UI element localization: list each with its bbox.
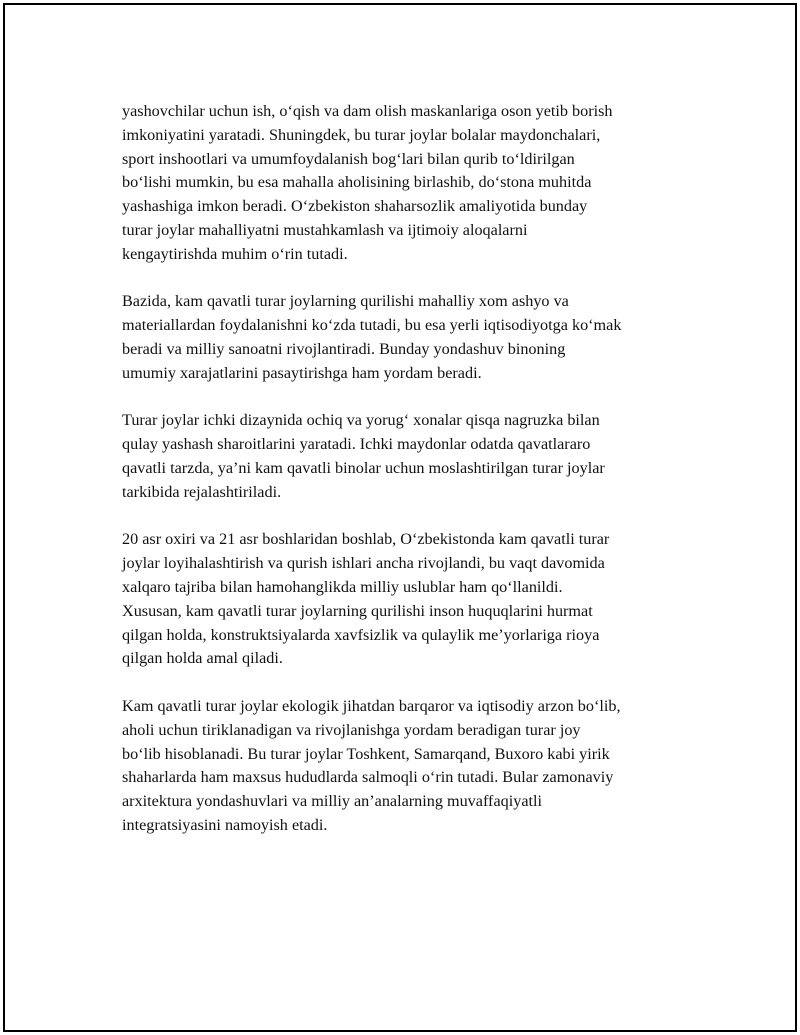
text-line: tarkibida rejalashtiriladi. (122, 482, 282, 501)
text-line: 20 asr oxiri va 21 asr boshlaridan boshlab, O‘zbekistonda kam qavatli turar (122, 530, 610, 549)
text-line: turar joylar mahalliyatni mustahkamlash va ijtimoiy aloqalarni (122, 220, 528, 239)
paragraph-1 (122, 100, 722, 267)
text-line: Bazida, kam qavatli turar joylarning qurilishi mahalliy xom ashyo va (122, 292, 569, 311)
text-line: bo‘lib hisoblanadi. Bu turar joylar Toshkent, Samarqand, Buxoro kabi yirik (122, 744, 610, 763)
text-line: yashashiga imkon beradi. O‘zbekiston shaharsozlik amaliyotida bunday (122, 197, 588, 216)
paragraph-4 (122, 528, 722, 671)
text-line: sport inshootlari va umumfoydalanish bog‘lari bilan qurib to‘ldirilgan (122, 149, 575, 168)
text-line: Xususan, kam qavatli turar joylarning qurilishi inson huquqlarini hurmat (122, 601, 593, 620)
text-line: beradi va milliy sanoatni rivojlantiradi. Bunday yondashuv binoning (122, 339, 566, 358)
text-line: yashovchilar uchun ish, o‘qish va dam olish maskanlariga oson yetib borish (122, 102, 613, 120)
page-frame (3, 3, 797, 1032)
text-line: xalqaro tajriba bilan hamohanglikda milliy uslublar ham qo‘llanildi. (122, 577, 563, 596)
text-line: qilgan holda, konstruktsiyalarda xavfsizlik va qulaylik me’yorlariga rioya (122, 625, 600, 644)
text-line: qavatli tarzda, ya’ni kam qavatli binolar uchun moslashtirilgan turar joylar (122, 458, 605, 477)
text-line: qilgan holda amal qiladi. (122, 649, 283, 668)
text-line: qulay yashash sharoitlarini yaratadi. Ichki maydonlar odatda qavatlararo (122, 435, 591, 454)
paragraph-3 (122, 409, 722, 504)
text-line: Turar joylar ichki dizaynida ochiq va yorug‘ xonalar qisqa nagruzka bilan (122, 411, 600, 430)
text-line: Kam qavatli turar joylar ekologik jihatdan barqaror va iqtisodiy arzon bo‘lib, (122, 696, 621, 715)
text-line: bo‘lishi mumkin, bu esa mahalla aholisining birlashib, do‘stona muhitda (122, 173, 592, 192)
text-line: integratsiyasini namoyish etadi. (122, 815, 328, 834)
text-line: arxitektura yondashuvlari va milliy an’analarning muvaffaqiyatli (122, 792, 542, 811)
paragraph-2 (122, 290, 722, 385)
text-line: kengaytirishda muhim o‘rin tutadi. (122, 244, 348, 263)
text-line: imkoniyatini yaratadi. Shuningdek, bu turar joylar bolalar maydonchalari, (122, 125, 601, 144)
text-line: materiallardan foydalanishni ko‘zda tutadi, bu esa yerli iqtisodiyotga ko‘mak (122, 316, 622, 335)
paragraph-5 (122, 695, 722, 838)
text-line: joylar loyihalashtirish va qurish ishlari ancha rivojlandi, bu vaqt davomida (122, 554, 605, 573)
text-line: shaharlarda ham maxsus hududlarda salmoqli o‘rin tutadi. Bular zamonaviy (122, 768, 614, 787)
document-body (122, 100, 722, 862)
text-line: umumiy xarajatlarini pasaytirishga ham yordam beradi. (122, 363, 482, 382)
text-line: aholi uchun tiriklanadigan va rivojlanishga yordam beradigan turar joy (122, 720, 581, 739)
